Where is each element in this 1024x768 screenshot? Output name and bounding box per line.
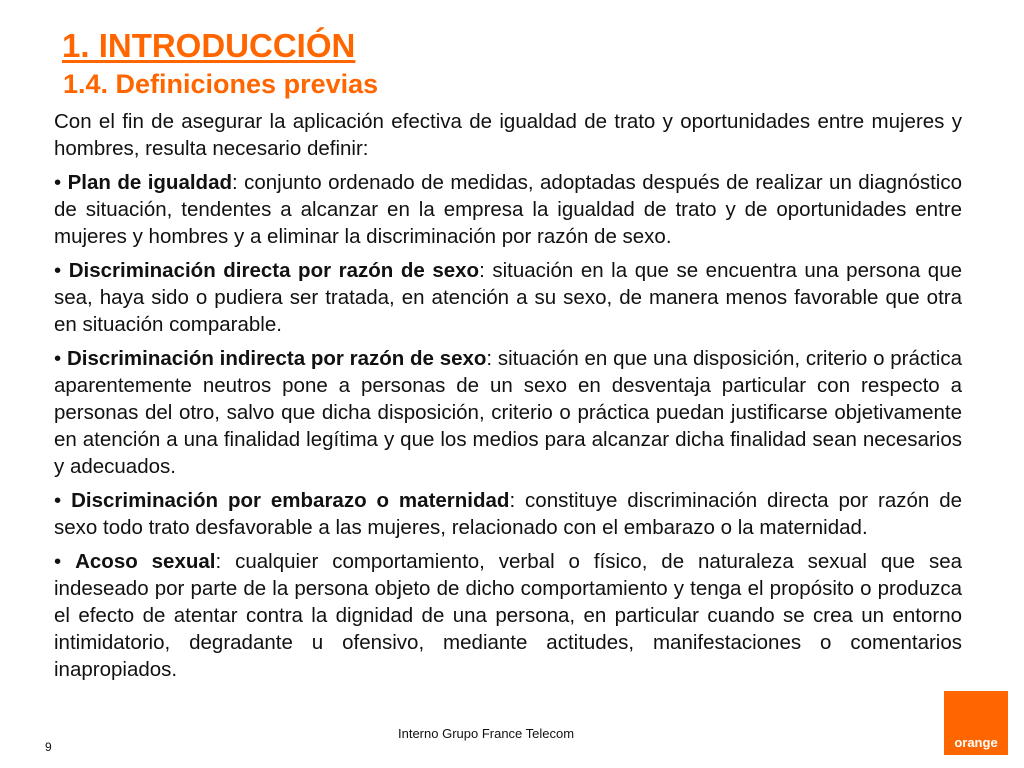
definition-discriminacion-indirecta: • Discriminación indirecta por razón de sexo: situación en que una disposición, criterio o práctica aparentemente neutros pone a personas de un sexo en desventaja particular con respecto a personas del otro, salvo que dicha disposición, criterio o práctica puedan justificarse objetivamente en atención a una finalidad legítima y que los medios para alcanzar dicha finalidad sean necesarios y adecuados. xyxy=(54,347,963,478)
definition-term: Discriminación directa por razón de sexo xyxy=(68,259,480,282)
footer-text: Interno Grupo France Telecom xyxy=(398,726,575,741)
definition-text: : conjunto ordenado de medidas, adoptadas después de realizar un diagnóstico de situación, tendentes a alcanzar en la empresa la igualdad de trato y de oportunidades entre mujeres y hombres y a eliminar la discriminación por razón de sexo. xyxy=(54,171,962,248)
definition-term: Acoso sexual xyxy=(75,550,216,573)
definition-plan-igualdad: • Plan de igualdad: conjunto ordenado de medidas, adoptadas después de realizar un diagnóstico de situación, tendentes a alcanzar en la empresa la igualdad de trato y de oportunidades entre mujeres y hombres y a eliminar la discriminación por razón de sexo. xyxy=(54,171,962,248)
page-subtitle: 1.4. Definiciones previas xyxy=(63,69,379,99)
definition-text: : constituye discriminación directa por razón de sexo todo trato desfavorable a las mujeres, relacionado con el embarazo o la maternidad. xyxy=(54,489,962,539)
orange-logo xyxy=(944,691,1008,755)
definition-term: Discriminación por embarazo o maternidad xyxy=(71,489,510,512)
definition-acoso-sexual: • Acoso sexual: cualquier comportamiento, verbal o físico, de naturaleza sexual que sea indeseado por parte de la persona objeto de dicho comportamiento y tenga el propósito o produzca el efecto de atentar contra la dignidad de una persona, en particular cuando se crea un entorno intimidatorio, degradante u ofensivo, mediante actitudes, manifestaciones o comentarios inapropiados. xyxy=(54,550,962,681)
page-title: 1. INTRODUCCIÓN xyxy=(62,27,356,64)
content-body xyxy=(54,108,962,690)
definition-text: : situación en que una disposición, criterio o práctica aparentemente neutros pone a personas de un sexo en desventaja particular con respecto a personas del otro, salvo que dicha disposición, criterio o práctica puedan justificarse objetivamente en atención a una finalidad legítima y que los medios para alcanzar dicha finalidad sean necesarios y adecuados. xyxy=(54,347,963,478)
definition-discriminacion-embarazo: • Discriminación por embarazo o maternidad: constituye discriminación directa por razón de sexo todo trato desfavorable a las mujeres, relacionado con el embarazo o la maternidad. xyxy=(54,489,962,539)
definition-term: Plan de igualdad xyxy=(67,171,232,194)
orange-logo-text: orange xyxy=(954,735,998,750)
definition-discriminacion-directa: • Discriminación directa por razón de sexo: situación en la que se encuentra una persona que sea, haya sido o pudiera ser tratada, en atención a su sexo, de manera menos favorable que otra en situación comparable. xyxy=(54,259,963,336)
definition-term: Discriminación indirecta por razón de sexo xyxy=(66,347,487,370)
page-number: 9 xyxy=(45,740,52,754)
definition-text: : situación en la que se encuentra una persona que sea, haya sido o pudiera ser tratada, en atención a su sexo, de manera menos favorable que otra en situación comparable. xyxy=(54,259,963,336)
definition-text: : cualquier comportamiento, verbal o físico, de naturaleza sexual que sea indeseado por parte de la persona objeto de dicho comportamiento y tenga el propósito o produzca el efecto de atentar contra la dignidad de una persona, en particular cuando se crea un entorno intimidatorio, degradante u ofensivo, mediante actitudes, manifestaciones o comentarios inapropiados. xyxy=(54,550,962,681)
intro-paragraph: Con el fin de asegurar la aplicación efectiva de igualdad de trato y oportunidades entre mujeres y hombres, resulta necesario definir: xyxy=(54,110,962,160)
